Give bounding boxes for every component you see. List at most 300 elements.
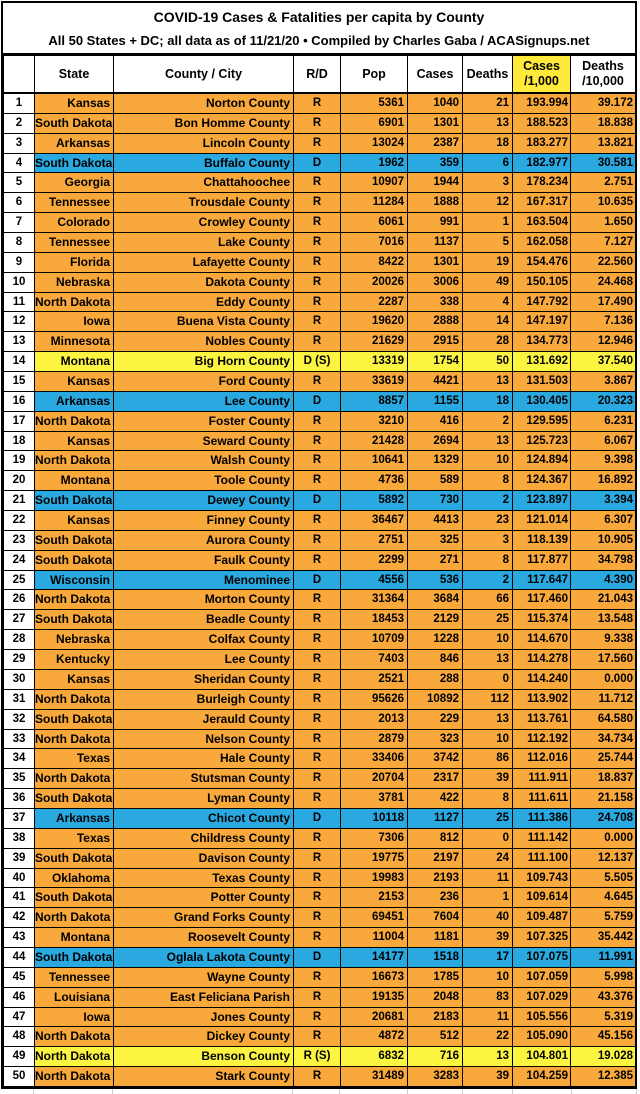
row-deaths-per-10k: 35.442: [571, 928, 636, 948]
row-state: Arkansas: [35, 808, 114, 828]
row-party: R: [294, 590, 341, 610]
row-party: R: [294, 292, 341, 312]
row-party: R: [294, 511, 341, 531]
row-rank: 23: [4, 530, 35, 550]
row-county: Dakota County: [114, 272, 294, 292]
row-deaths: 10: [463, 967, 513, 987]
row-cases-per-1k: 111.911: [513, 769, 571, 789]
row-pop: 10641: [341, 451, 408, 471]
row-party: R: [294, 749, 341, 769]
row-county: Lake County: [114, 233, 294, 253]
row-deaths-per-10k: 18.838: [571, 113, 636, 133]
row-county: Lincoln County: [114, 133, 294, 153]
row-pop: 10907: [341, 173, 408, 193]
row-rank: 17: [4, 411, 35, 431]
row-deaths: 6: [463, 153, 513, 173]
row-state: Kansas: [35, 431, 114, 451]
row-cases: 846: [408, 650, 463, 670]
row-rank: 13: [4, 332, 35, 352]
header-deaths-per-10k: [571, 56, 636, 94]
row-deaths: 0: [463, 669, 513, 689]
row-county: Buena Vista County: [114, 312, 294, 332]
row-pop: 1962: [341, 153, 408, 173]
row-cases: 1301: [408, 113, 463, 133]
row-rank: 41: [4, 888, 35, 908]
row-state: Iowa: [35, 312, 114, 332]
row-deaths: 0: [463, 828, 513, 848]
row-state: North Dakota: [35, 411, 114, 431]
row-state: Texas: [35, 828, 114, 848]
header-county: County / City: [114, 56, 294, 94]
row-cases-per-1k: 107.059: [513, 967, 571, 987]
table-row: [4, 749, 636, 769]
row-party: R: [294, 411, 341, 431]
row-cases: 325: [408, 530, 463, 550]
row-deaths-per-10k: 4.390: [571, 570, 636, 590]
row-deaths-per-10k: 43.376: [571, 987, 636, 1007]
header-deaths: Deaths: [463, 56, 513, 94]
row-deaths: 39: [463, 928, 513, 948]
row-pop: 10709: [341, 630, 408, 650]
row-deaths: 8: [463, 471, 513, 491]
row-state: Nebraska: [35, 630, 114, 650]
row-deaths-per-10k: 5.759: [571, 908, 636, 928]
row-cases-per-1k: 107.325: [513, 928, 571, 948]
spreadsheet-gridline-stub: [3, 1089, 637, 1094]
table-row: [4, 1027, 636, 1047]
row-pop: 4736: [341, 471, 408, 491]
row-pop: 6061: [341, 213, 408, 233]
row-pop: 8422: [341, 252, 408, 272]
row-party: D: [294, 947, 341, 967]
table-row: [4, 193, 636, 213]
row-county: Eddy County: [114, 292, 294, 312]
row-county: Buffalo County: [114, 153, 294, 173]
row-cases: 589: [408, 471, 463, 491]
row-party: R: [294, 431, 341, 451]
page-title: COVID-19 Cases & Fatalities per capita by County: [153, 9, 485, 25]
row-rank: 2: [4, 113, 35, 133]
row-rank: 27: [4, 610, 35, 630]
row-cases: 1754: [408, 352, 463, 372]
row-party: D: [294, 570, 341, 590]
row-state: Texas: [35, 749, 114, 769]
header-cases-per-1k: [513, 56, 571, 94]
row-cases-per-1k: 183.277: [513, 133, 571, 153]
row-deaths: 25: [463, 610, 513, 630]
row-state: Wisconsin: [35, 570, 114, 590]
row-state: Tennessee: [35, 193, 114, 213]
row-deaths-per-10k: 1.650: [571, 213, 636, 233]
row-deaths-per-10k: 19.028: [571, 1047, 636, 1067]
row-state: South Dakota: [35, 888, 114, 908]
row-cases-per-1k: 150.105: [513, 272, 571, 292]
row-cases: 1301: [408, 252, 463, 272]
row-county: Lee County: [114, 650, 294, 670]
row-pop: 33406: [341, 749, 408, 769]
row-cases-per-1k: 117.877: [513, 550, 571, 570]
row-county: Foster County: [114, 411, 294, 431]
row-deaths-per-10k: 18.837: [571, 769, 636, 789]
row-rank: 26: [4, 590, 35, 610]
row-state: Nebraska: [35, 272, 114, 292]
row-state: Montana: [35, 928, 114, 948]
row-cases-per-1k: 117.460: [513, 590, 571, 610]
row-party: R: [294, 133, 341, 153]
row-party: R: [294, 769, 341, 789]
table-row: [4, 709, 636, 729]
row-state: Kansas: [35, 511, 114, 531]
row-deaths-per-10k: 7.136: [571, 312, 636, 332]
row-pop: 13319: [341, 352, 408, 372]
row-cases-per-1k: 112.192: [513, 729, 571, 749]
row-cases-per-1k: 117.647: [513, 570, 571, 590]
row-pop: 6832: [341, 1047, 408, 1067]
row-cases-per-1k: 109.614: [513, 888, 571, 908]
table-row: [4, 272, 636, 292]
row-cases: 271: [408, 550, 463, 570]
row-state: Arkansas: [35, 391, 114, 411]
row-county: Roosevelt County: [114, 928, 294, 948]
row-pop: 20681: [341, 1007, 408, 1027]
table-row: [4, 352, 636, 372]
row-deaths: 11: [463, 868, 513, 888]
row-state: North Dakota: [35, 769, 114, 789]
row-party: R: [294, 689, 341, 709]
row-county: Norton County: [114, 93, 294, 113]
row-deaths: 5: [463, 233, 513, 253]
row-cases-per-1k: 111.100: [513, 848, 571, 868]
row-deaths: 10: [463, 630, 513, 650]
row-cases-per-1k: 107.029: [513, 987, 571, 1007]
table-title-block: [3, 3, 635, 55]
row-cases-per-1k: 105.090: [513, 1027, 571, 1047]
table-row: [4, 252, 636, 272]
row-state: South Dakota: [35, 491, 114, 511]
row-cases: 2129: [408, 610, 463, 630]
row-party: R: [294, 868, 341, 888]
row-deaths-per-10k: 0.000: [571, 669, 636, 689]
table-row: [4, 391, 636, 411]
row-deaths: 11: [463, 1007, 513, 1027]
row-cases-per-1k: 125.723: [513, 431, 571, 451]
row-pop: 5361: [341, 93, 408, 113]
row-county: Sheridan County: [114, 669, 294, 689]
row-party: R: [294, 888, 341, 908]
header-cases-per-1k-line1: Cases: [523, 59, 560, 73]
row-rank: 1: [4, 93, 35, 113]
row-state: North Dakota: [35, 590, 114, 610]
row-state: South Dakota: [35, 530, 114, 550]
row-cases-per-1k: 147.197: [513, 312, 571, 332]
row-cases: 323: [408, 729, 463, 749]
row-deaths: 2: [463, 491, 513, 511]
row-cases-per-1k: 121.014: [513, 511, 571, 531]
row-deaths: 39: [463, 769, 513, 789]
row-pop: 2013: [341, 709, 408, 729]
row-cases-per-1k: 123.897: [513, 491, 571, 511]
table-row: [4, 868, 636, 888]
row-county: Grand Forks County: [114, 908, 294, 928]
row-cases-per-1k: 130.405: [513, 391, 571, 411]
row-county: Trousdale County: [114, 193, 294, 213]
row-deaths: 25: [463, 808, 513, 828]
row-party: R: [294, 332, 341, 352]
row-cases-per-1k: 124.894: [513, 451, 571, 471]
row-cases-per-1k: 147.792: [513, 292, 571, 312]
row-state: Kansas: [35, 372, 114, 392]
page-subtitle: All 50 States + DC; all data as of 11/21/20 • Compiled by Charles Gaba / ACASignups.net: [48, 33, 590, 48]
row-cases: 10892: [408, 689, 463, 709]
row-county: Colfax County: [114, 630, 294, 650]
row-pop: 19983: [341, 868, 408, 888]
row-cases: 1127: [408, 808, 463, 828]
table-row: [4, 610, 636, 630]
row-deaths: 39: [463, 1067, 513, 1087]
table-row: [4, 729, 636, 749]
row-pop: 7306: [341, 828, 408, 848]
row-county: Jerauld County: [114, 709, 294, 729]
row-deaths-per-10k: 34.734: [571, 729, 636, 749]
row-county: Menominee: [114, 570, 294, 590]
row-cases: 1155: [408, 391, 463, 411]
row-county: Hale County: [114, 749, 294, 769]
row-county: Ford County: [114, 372, 294, 392]
row-deaths: 10: [463, 729, 513, 749]
row-county: Nelson County: [114, 729, 294, 749]
row-deaths: 66: [463, 590, 513, 610]
row-state: Tennessee: [35, 233, 114, 253]
header-pop: Pop: [341, 56, 408, 94]
row-cases-per-1k: 113.902: [513, 689, 571, 709]
row-state: South Dakota: [35, 610, 114, 630]
row-cases: 730: [408, 491, 463, 511]
row-deaths: 2: [463, 570, 513, 590]
covid-county-table: [3, 55, 636, 1087]
row-cases-per-1k: 111.611: [513, 789, 571, 809]
table-row: [4, 530, 636, 550]
row-deaths-per-10k: 5.505: [571, 868, 636, 888]
row-state: South Dakota: [35, 153, 114, 173]
row-county: Aurora County: [114, 530, 294, 550]
row-cases-per-1k: 114.240: [513, 669, 571, 689]
row-party: R: [294, 789, 341, 809]
row-cases: 812: [408, 828, 463, 848]
row-party: D (S): [294, 352, 341, 372]
row-rank: 9: [4, 252, 35, 272]
row-deaths-per-10k: 7.127: [571, 233, 636, 253]
table-row: [4, 93, 636, 113]
row-deaths-per-10k: 16.892: [571, 471, 636, 491]
row-state: South Dakota: [35, 848, 114, 868]
row-deaths: 10: [463, 451, 513, 471]
row-pop: 20026: [341, 272, 408, 292]
row-county: Bon Homme County: [114, 113, 294, 133]
row-cases: 1181: [408, 928, 463, 948]
row-county: Toole County: [114, 471, 294, 491]
row-pop: 10118: [341, 808, 408, 828]
row-state: North Dakota: [35, 292, 114, 312]
row-rank: 36: [4, 789, 35, 809]
row-deaths: 12: [463, 193, 513, 213]
table-row: [4, 411, 636, 431]
table-row: [4, 113, 636, 133]
row-pop: 14177: [341, 947, 408, 967]
row-deaths-per-10k: 37.540: [571, 352, 636, 372]
row-cases: 716: [408, 1047, 463, 1067]
row-deaths: 24: [463, 848, 513, 868]
row-rank: 11: [4, 292, 35, 312]
row-rank: 33: [4, 729, 35, 749]
row-deaths-per-10k: 13.821: [571, 133, 636, 153]
row-deaths-per-10k: 13.548: [571, 610, 636, 630]
row-pop: 7403: [341, 650, 408, 670]
row-rank: 30: [4, 669, 35, 689]
row-party: R: [294, 828, 341, 848]
row-party: R: [294, 610, 341, 630]
row-rank: 18: [4, 431, 35, 451]
row-rank: 20: [4, 471, 35, 491]
row-pop: 3781: [341, 789, 408, 809]
row-county: East Feliciana Parish: [114, 987, 294, 1007]
row-party: D: [294, 808, 341, 828]
row-cases-per-1k: 114.670: [513, 630, 571, 650]
row-cases-per-1k: 193.994: [513, 93, 571, 113]
row-state: Arkansas: [35, 133, 114, 153]
row-deaths-per-10k: 25.744: [571, 749, 636, 769]
row-rank: 22: [4, 511, 35, 531]
row-party: R: [294, 173, 341, 193]
row-rank: 47: [4, 1007, 35, 1027]
row-county: Lyman County: [114, 789, 294, 809]
row-cases: 1888: [408, 193, 463, 213]
row-state: South Dakota: [35, 789, 114, 809]
row-cases: 3684: [408, 590, 463, 610]
row-rank: 31: [4, 689, 35, 709]
table-row: [4, 928, 636, 948]
row-cases: 991: [408, 213, 463, 233]
row-rank: 25: [4, 570, 35, 590]
row-deaths: 83: [463, 987, 513, 1007]
row-cases: 3006: [408, 272, 463, 292]
table-row: [4, 888, 636, 908]
row-cases: 2387: [408, 133, 463, 153]
row-rank: 29: [4, 650, 35, 670]
row-county: Wayne County: [114, 967, 294, 987]
row-cases-per-1k: 131.692: [513, 352, 571, 372]
row-cases: 2048: [408, 987, 463, 1007]
row-rank: 4: [4, 153, 35, 173]
row-party: R: [294, 987, 341, 1007]
row-party: R: [294, 630, 341, 650]
table-row: [4, 431, 636, 451]
row-deaths: 21: [463, 93, 513, 113]
table-row: [4, 471, 636, 491]
row-deaths-per-10k: 17.490: [571, 292, 636, 312]
row-deaths: 1: [463, 213, 513, 233]
row-deaths-per-10k: 3.394: [571, 491, 636, 511]
table-row: [4, 312, 636, 332]
row-party: R: [294, 1067, 341, 1087]
header-cases: Cases: [408, 56, 463, 94]
row-state: Iowa: [35, 1007, 114, 1027]
row-deaths-per-10k: 34.798: [571, 550, 636, 570]
table-row: [4, 372, 636, 392]
row-party: R: [294, 1027, 341, 1047]
row-cases-per-1k: 111.142: [513, 828, 571, 848]
row-deaths: 13: [463, 1047, 513, 1067]
row-deaths: 19: [463, 252, 513, 272]
row-county: Texas County: [114, 868, 294, 888]
row-state: Florida: [35, 252, 114, 272]
header-rank: [4, 56, 35, 94]
row-cases-per-1k: 163.504: [513, 213, 571, 233]
row-deaths-per-10k: 3.867: [571, 372, 636, 392]
row-rank: 24: [4, 550, 35, 570]
row-county: Childress County: [114, 828, 294, 848]
row-rank: 10: [4, 272, 35, 292]
row-pop: 95626: [341, 689, 408, 709]
table-row: [4, 828, 636, 848]
table-row: [4, 570, 636, 590]
row-deaths-per-10k: 6.067: [571, 431, 636, 451]
row-rank: 7: [4, 213, 35, 233]
row-state: Kansas: [35, 669, 114, 689]
row-deaths: 13: [463, 372, 513, 392]
row-cases-per-1k: 112.016: [513, 749, 571, 769]
row-rank: 48: [4, 1027, 35, 1047]
row-pop: 36467: [341, 511, 408, 531]
row-cases-per-1k: 162.058: [513, 233, 571, 253]
row-cases-per-1k: 109.487: [513, 908, 571, 928]
row-cases: 4413: [408, 511, 463, 531]
row-state: South Dakota: [35, 113, 114, 133]
row-county: Dickey County: [114, 1027, 294, 1047]
row-pop: 2153: [341, 888, 408, 908]
row-rank: 19: [4, 451, 35, 471]
table-row: [4, 133, 636, 153]
row-deaths-per-10k: 2.751: [571, 173, 636, 193]
row-state: North Dakota: [35, 1047, 114, 1067]
table-row: [4, 769, 636, 789]
row-county: Big Horn County: [114, 352, 294, 372]
row-cases: 2694: [408, 431, 463, 451]
row-cases-per-1k: 182.977: [513, 153, 571, 173]
row-pop: 2879: [341, 729, 408, 749]
row-deaths-per-10k: 45.156: [571, 1027, 636, 1047]
table-row: [4, 332, 636, 352]
table-row: [4, 1007, 636, 1027]
row-cases-per-1k: 134.773: [513, 332, 571, 352]
row-party: R (S): [294, 1047, 341, 1067]
row-deaths: 22: [463, 1027, 513, 1047]
row-deaths: 13: [463, 709, 513, 729]
row-cases: 1228: [408, 630, 463, 650]
row-deaths: 14: [463, 312, 513, 332]
row-deaths-per-10k: 5.998: [571, 967, 636, 987]
row-county: Faulk County: [114, 550, 294, 570]
row-pop: 69451: [341, 908, 408, 928]
table-row: [4, 550, 636, 570]
row-county: Chattahoochee: [114, 173, 294, 193]
row-party: R: [294, 312, 341, 332]
row-state: North Dakota: [35, 1067, 114, 1087]
row-deaths: 86: [463, 749, 513, 769]
row-state: Colorado: [35, 213, 114, 233]
row-deaths-per-10k: 5.319: [571, 1007, 636, 1027]
row-deaths: 2: [463, 411, 513, 431]
row-state: Montana: [35, 352, 114, 372]
